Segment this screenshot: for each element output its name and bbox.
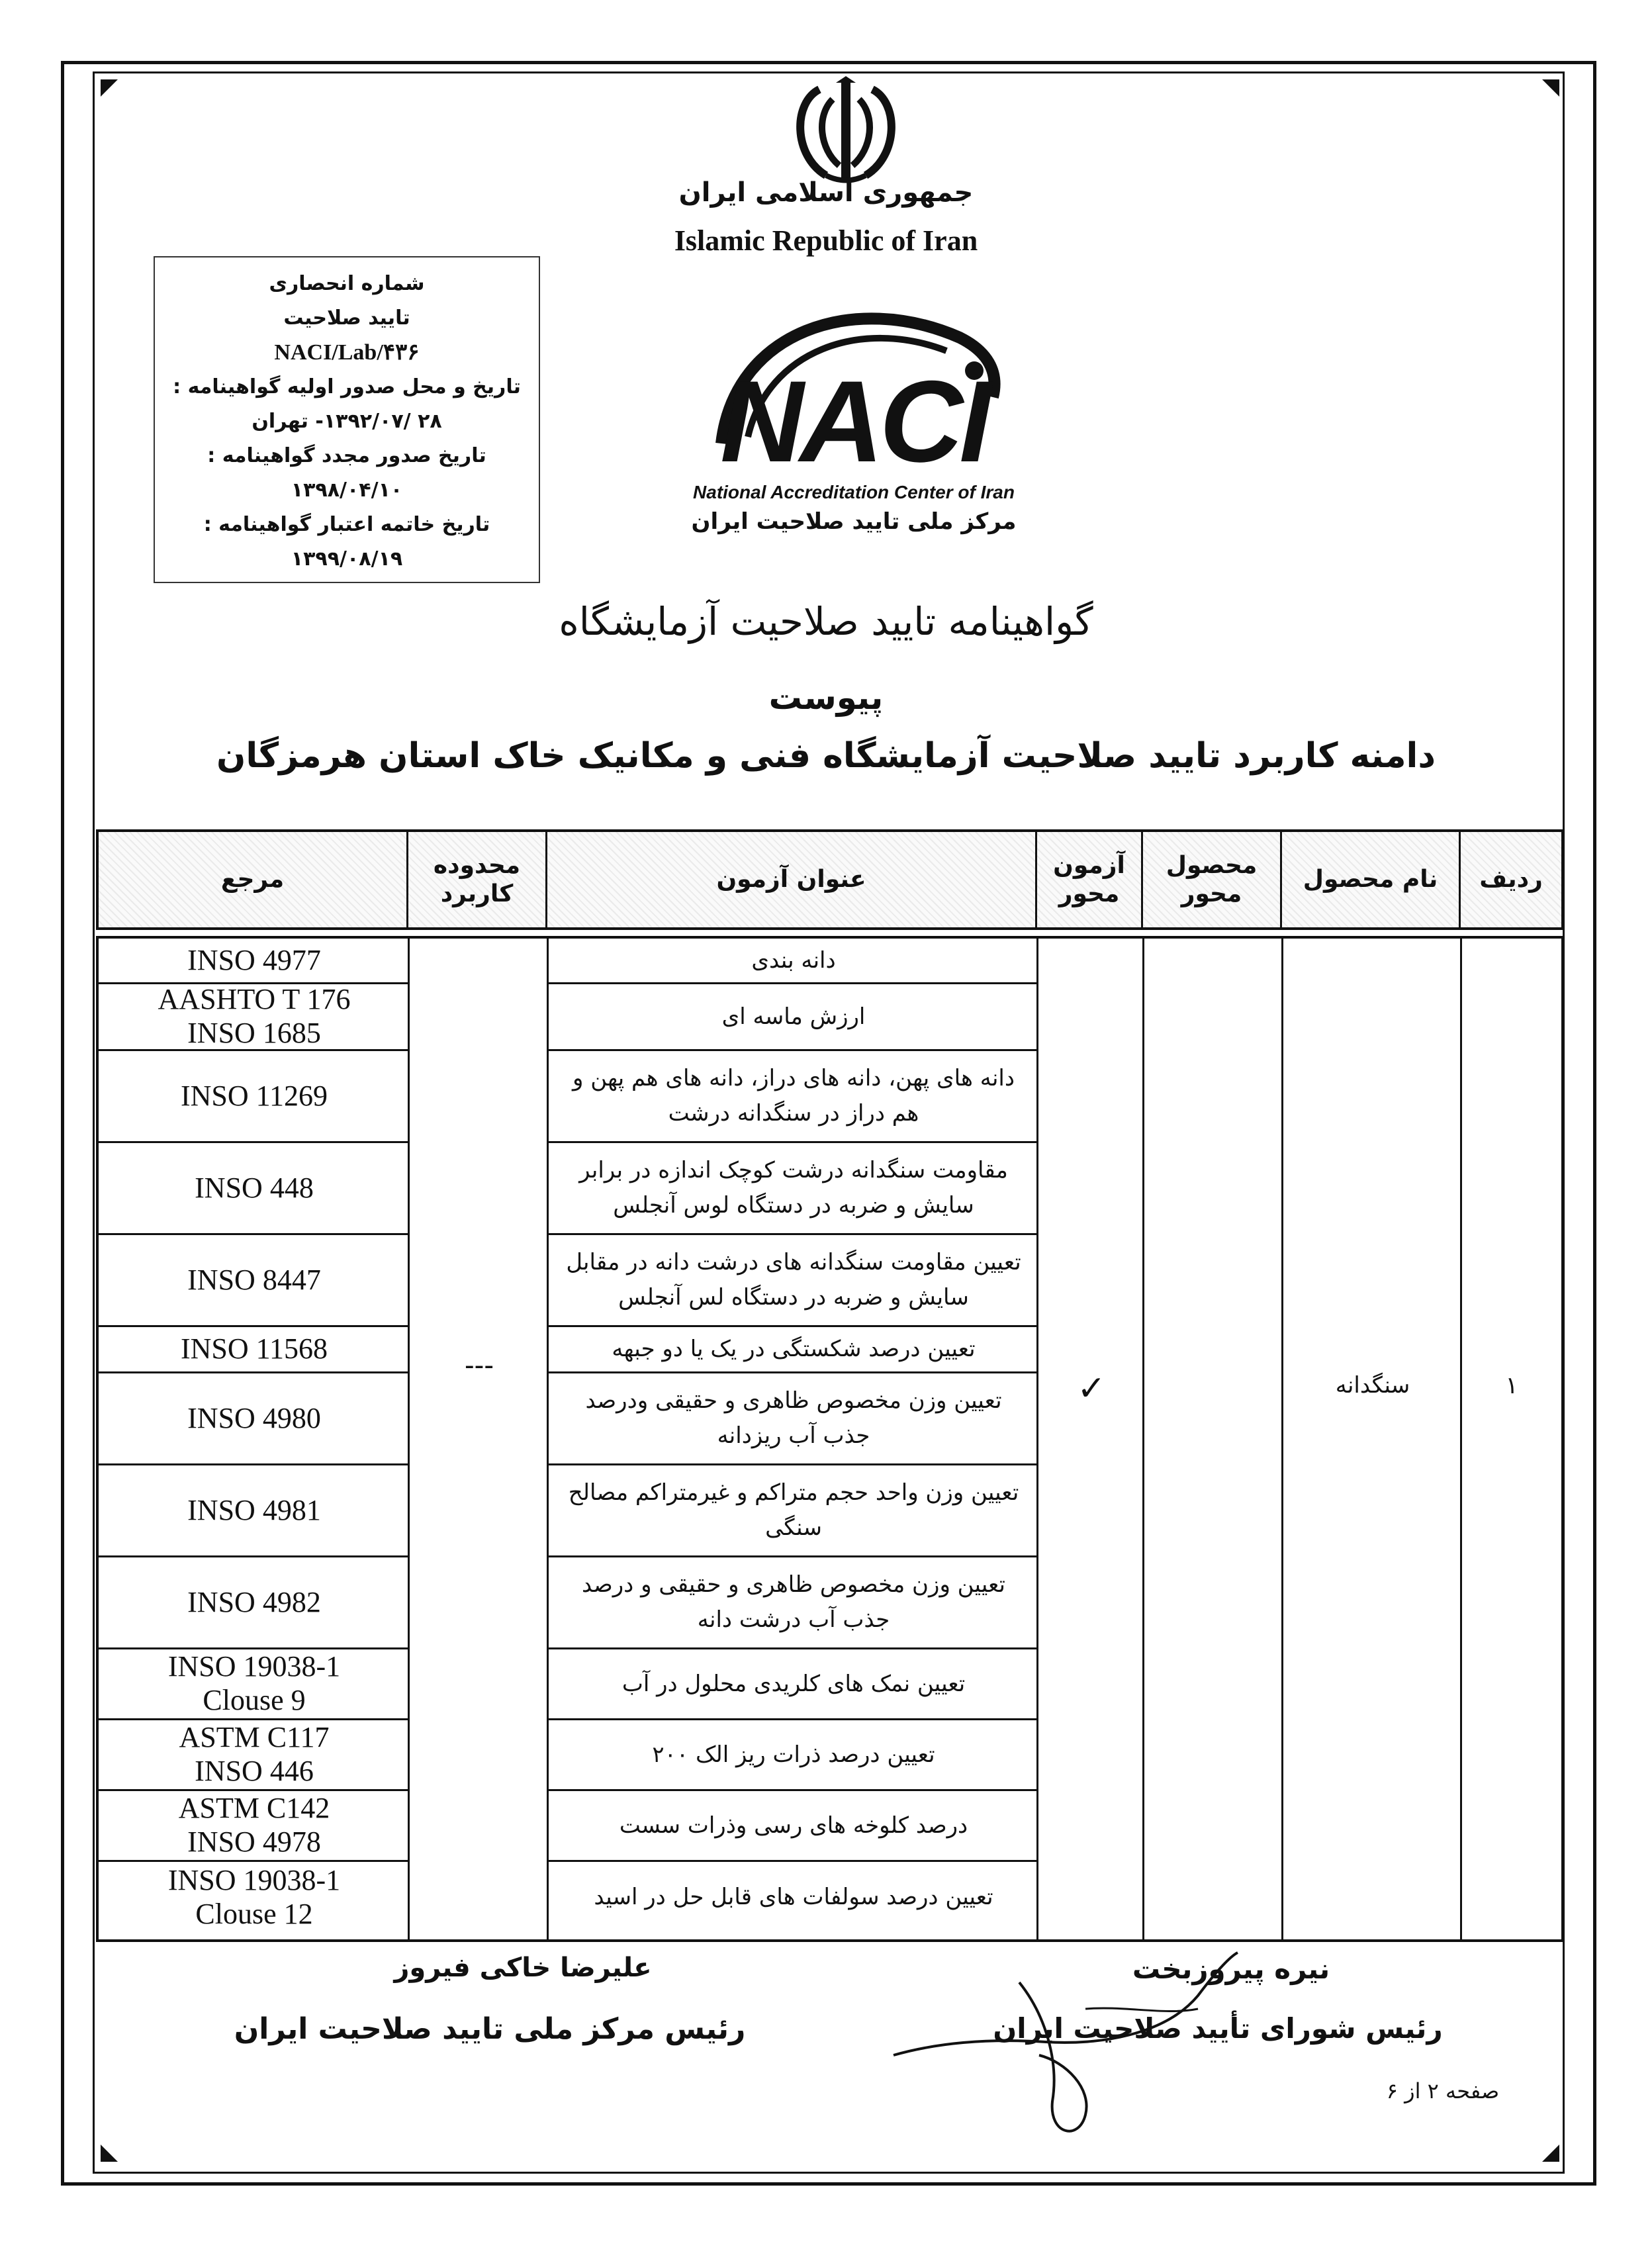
reference-cell <box>99 1791 410 1862</box>
reference-cell <box>99 1720 410 1791</box>
scope-value: --- <box>465 1349 494 1381</box>
reference-cell <box>99 1373 410 1465</box>
reference-cell <box>99 1327 410 1373</box>
test-title-cell: دانه بندی <box>549 939 1038 984</box>
reference-text: Clouse 9 <box>203 1684 306 1716</box>
test-title-cell: تعیین وزن واحد حجم متراکم و غیرمتراکم مصالح سنگی <box>549 1465 1038 1557</box>
header-scope: محدوده کاربرد <box>408 832 547 927</box>
reissue-label: تاریخ صدور مجدد گواهینامه : <box>207 444 486 467</box>
product-name: سنگدانه <box>1335 1372 1410 1399</box>
reference-text: INSO 4982 <box>187 1585 321 1618</box>
cert-number-label-2: تایید صلاحیت <box>283 306 410 330</box>
annex-title: پیوست <box>768 678 884 717</box>
reference-text: INSO 19038-1 <box>167 1863 341 1896</box>
reference-cell <box>99 1143 410 1235</box>
corner-ornament <box>1542 2145 1559 2162</box>
corner-ornament <box>101 79 118 97</box>
initial-issue-label: تاریخ و محل صدور اولیه گواهینامه : <box>173 375 521 398</box>
left-signatory-title: رئیس مرکز ملی تایید صلاحیت ایران <box>234 2012 746 2046</box>
corner-ornament <box>101 2145 118 2162</box>
column-divider <box>1281 939 1283 1939</box>
test-title-cell: ارزش ماسه ای <box>549 984 1038 1051</box>
table-body <box>96 936 1564 1942</box>
scope-title: دامنه کاربرد تایید صلاحیت آزمایشگاه فنی و مکانیک خاک استان هرمزگان <box>216 736 1436 776</box>
reference-text: INSO 11269 <box>180 1079 328 1112</box>
header-product-axis: محصول محور <box>1143 832 1282 927</box>
iran-emblem-icon <box>780 76 912 189</box>
header-test-title: عنوان آزمون <box>547 832 1037 927</box>
document-title: گواهینامه تایید صلاحیت آزمایشگاه <box>559 599 1093 644</box>
reference-column <box>99 939 410 1933</box>
test-title-cell: تعیین نمک های کلریدی محلول در آب <box>549 1649 1038 1720</box>
page-number: صفحه ۲ از ۶ <box>1386 2078 1500 2104</box>
handwritten-signature <box>887 1943 1244 2148</box>
column-divider <box>1142 939 1144 1939</box>
column-divider <box>1460 939 1462 1939</box>
reference-text: ASTM C142 <box>178 1792 330 1825</box>
reference-text: INSO 448 <box>195 1171 314 1204</box>
expiry-label: تاریخ خاتمه اعتبار گواهینامه : <box>203 513 490 536</box>
reference-text: INSO 446 <box>195 1755 314 1787</box>
header-row: ردیف <box>1479 866 1543 894</box>
reference-cell <box>99 984 410 1051</box>
test-title-cell: تعیین مقاومت سنگدانه های درشت دانه در مقابل سایش و ضربه در دستگاه لس آنجلس <box>549 1235 1038 1327</box>
header-test-axis: آزمون محور <box>1037 832 1143 927</box>
reference-text: INSO 4978 <box>187 1826 321 1858</box>
naci-logo-text: NACI <box>720 357 987 486</box>
reference-text: Clouse 12 <box>195 1897 313 1930</box>
test-title-cell: تعیین درصد ذرات ریز الک ۲۰۰ <box>549 1720 1038 1791</box>
reference-text: INSO 4977 <box>187 943 321 976</box>
reference-text: INSO 8447 <box>187 1263 321 1296</box>
reference-text: INSO 1685 <box>187 1017 321 1049</box>
reference-text: INSO 4980 <box>187 1401 321 1434</box>
reference-cell <box>99 1649 410 1720</box>
cert-number-label: شماره انحصاری <box>269 272 425 295</box>
test-title-cell: درصد کلوخه های رسی وذرات سست <box>549 1791 1038 1862</box>
test-title-column <box>549 939 1038 1933</box>
checkmark-icon: ✓ <box>1077 1369 1106 1409</box>
reference-text: ASTM C117 <box>179 1721 330 1754</box>
initial-issue-value: ۲۸ /۱۳۹۲/۰۷- تهران <box>252 410 442 433</box>
right-signatory-title: رئیس شورای تأیید صلاحیت ایران <box>993 2012 1443 2045</box>
reference-text: INSO 19038-1 <box>167 1650 341 1683</box>
header-product-name: نام محصول <box>1282 832 1461 927</box>
reference-text: INSO 4981 <box>187 1493 321 1526</box>
test-title-cell: مقاومت سنگدانه درشت کوچک اندازه در برابر سایش و ضربه در دستگاه لوس آنجلس <box>549 1143 1038 1235</box>
test-title-cell: تعیین درصد شکستگی در یک یا دو جبهه <box>549 1327 1038 1373</box>
test-title-cell: دانه های پهن، دانه های دراز، دانه های هم پهن و هم دراز در سنگدانه درشت <box>549 1051 1038 1143</box>
government-name-fa: جمهوری اسلامی ایران <box>678 177 974 208</box>
table-header <box>96 829 1564 930</box>
reference-cell <box>99 1051 410 1143</box>
reference-cell <box>99 1862 410 1933</box>
reissue-value: ۱۳۹۸/۰۴/۱۰ <box>291 479 403 502</box>
certificate-info-box <box>154 256 540 583</box>
reference-cell <box>99 1557 410 1649</box>
naci-name-fa: مرکز ملی تایید صلاحیت ایران <box>691 508 1017 535</box>
reference-text: INSO 11568 <box>180 1332 328 1365</box>
reference-text: AASHTO T 176 <box>158 983 351 1016</box>
right-signatory-name: نیره پیروزبخت <box>1132 1953 1330 1985</box>
corner-ornament <box>1542 79 1559 97</box>
reference-cell <box>99 1465 410 1557</box>
test-title-cell: تعیین درصد سولفات های قابل حل در اسید <box>594 1884 993 1911</box>
reference-cell <box>99 939 410 984</box>
reference-cell <box>99 1235 410 1327</box>
cert-number-value: NACI/Lab/۴۳۶ <box>274 340 420 365</box>
government-name-en: Islamic Republic of Iran <box>674 224 978 257</box>
row-number: ۱ <box>1505 1372 1518 1399</box>
left-signatory-name: علیرضا خاکی فیروز <box>394 1953 652 1983</box>
test-title-cell: تعیین وزن مخصوص ظاهری و حقیقی ودرصد جذب آب ریزدانه <box>549 1373 1038 1465</box>
expiry-value: ۱۳۹۹/۰۸/۱۹ <box>291 547 403 571</box>
header-reference: مرجع <box>99 832 408 927</box>
test-title-cell: تعیین وزن مخصوص ظاهری و حقیقی و درصد جذب آب درشت دانه <box>549 1557 1038 1649</box>
naci-name-en: National Accreditation Center of Iran <box>693 482 1015 502</box>
